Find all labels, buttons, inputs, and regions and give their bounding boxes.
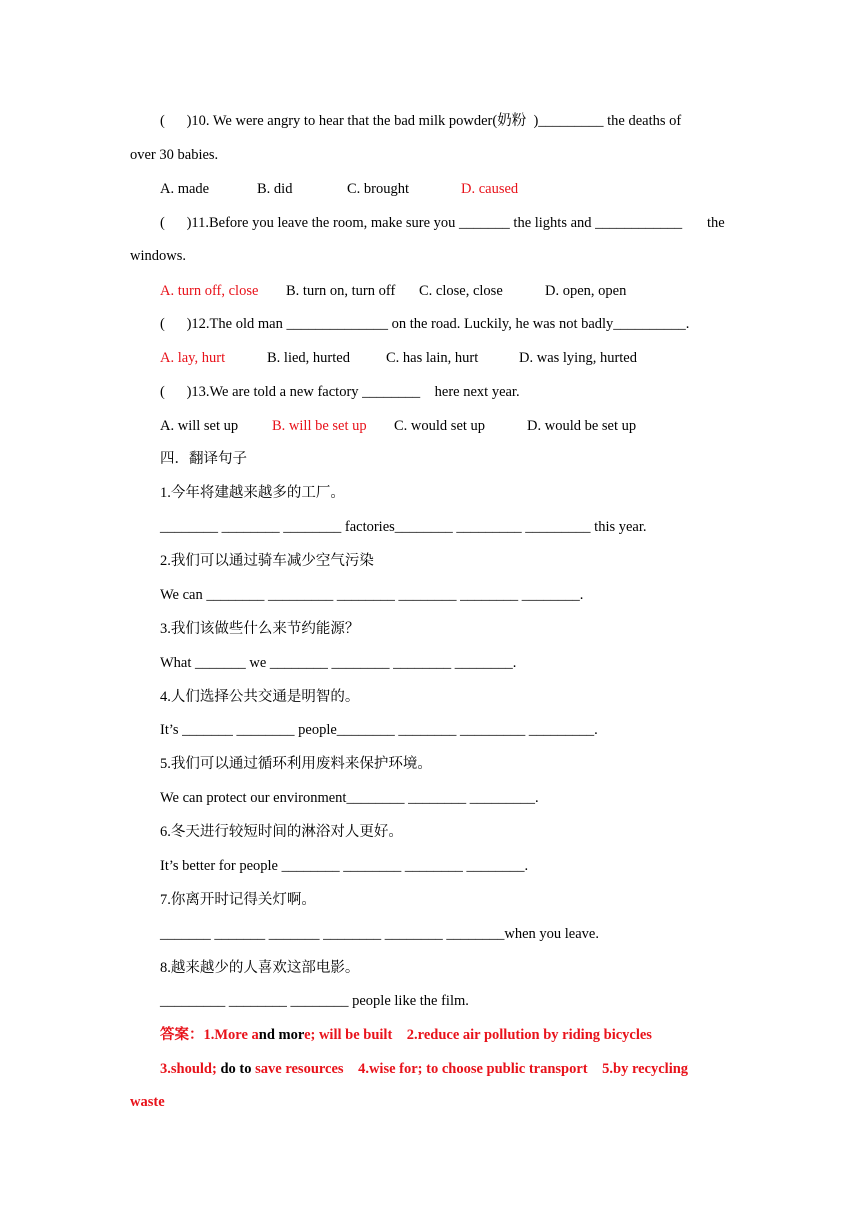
answer-line-3: waste [130,1094,165,1110]
text-line: 四．翻译句子 [160,451,247,467]
answer-option: B. turn on, turn off [286,283,396,299]
q11-stem-end: the [707,215,725,231]
text-line: 2.我们可以通过骑车减少空气污染 [160,553,374,569]
text-line: ( )10. We were angry to hear that the bad milk powder(奶粉 )_________ the deaths of [160,113,682,129]
answer-line-1 [160,1026,652,1044]
text-line: 4.人们选择公共交通是明智的。 [160,689,360,705]
q11-stem: ( )11.Before you leave the room, make sure you _______ the lights and ____________ [160,215,683,231]
answer-option: D. open, open [545,283,627,299]
answer-option: A. will set up [160,418,239,434]
text-line: We can ________ _________ ________ ________ ________ ________. [160,587,584,603]
text-line: ( )13.We are told a new factory ________ here next year. [160,384,520,400]
text-line: We can protect our environment________ ________ _________. [160,790,539,806]
text-line: 6.冬天进行较短时间的淋浴对人更好。 [160,824,403,840]
text-line: _________ ________ ________ people like the film. [160,993,469,1009]
answer-option: A. lay, hurt [160,350,226,366]
answer-option: C. close, close [419,283,503,299]
answer-option: A. made [160,181,210,197]
text-line: 5.我们可以通过循环利用废料来保护环境。 [160,756,432,772]
answer-option: D. would be set up [527,418,637,434]
answer-part: e; will be built 2.reduce air pollution by riding bicycles [304,1027,652,1043]
answer-part: 3.should; [160,1061,221,1077]
text-line: _______ _______ _______ ________ ________ ________when you leave. [160,926,599,942]
text-line: ________ ________ ________ factories________ _________ _________ this year. [160,519,647,535]
text-line: 7.你离开时记得关灯啊。 [160,892,316,908]
text-line: It’s _______ ________ people________ ________ _________ _________. [160,722,598,738]
answer-option: B. did [257,181,293,197]
answer-option: B. will be set up [272,418,367,434]
answer-option: B. lied, hurted [267,350,350,366]
answer-line-2 [160,1060,688,1078]
answer-option: D. caused [461,181,519,197]
text-line: over 30 babies. [130,147,219,163]
answer-part: do to [220,1061,256,1077]
text-line: ( )12.The old man ______________ on the road. Luckily, he was not badly__________. [160,316,690,332]
answer-part: 1.More a [203,1027,259,1043]
text-line: 8.越来越少的人喜欢这部电影。 [160,960,360,976]
answer-part: save resources 4.wise for; to choose public transport 5.by recycling [255,1061,689,1077]
answer-label: 答案： [160,1027,204,1043]
text-line: What _______ we ________ ________ ________ ________. [160,655,517,671]
answer-option: C. has lain, hurt [386,350,479,366]
text-line: windows. [130,248,186,264]
answer-option: C. brought [347,181,410,197]
text-line: 3.我们该做些什么来节约能源？ [160,621,360,637]
answer-part: nd mor [258,1027,305,1043]
answer-option: A. turn off, close [160,283,259,299]
answer-option: D. was lying, hurted [519,350,637,366]
answer-option: C. would set up [394,418,486,434]
text-line: 1.今年将建越来越多的工厂。 [160,485,345,501]
text-line: It’s better for people ________ ________ ________ ________. [160,858,529,874]
